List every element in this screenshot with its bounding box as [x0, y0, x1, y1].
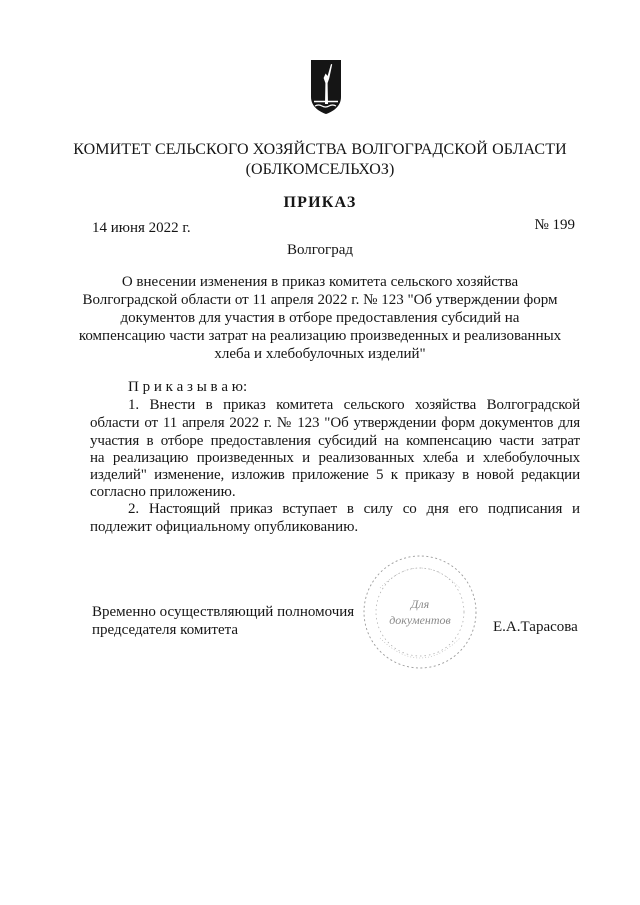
organization-name: КОМИТЕТ СЕЛЬСКОГО ХОЗЯЙСТВА ВОЛГОГРАДСКОЙ ОБЛАСТИ: [73, 141, 567, 158]
subject-line: Волгоградской области от 11 апреля 2022 г. № 123 "Об утверждении форм: [82, 292, 558, 308]
subject-line: О внесении изменения в приказ комитета сельского хозяйства: [121, 274, 519, 290]
body-line: 2. Настоящий приказ вступает в силу со дня его подписания и: [128, 501, 580, 517]
body-line: согласно приложению.: [90, 484, 236, 500]
body-line: на реализацию произведенных и реализованных хлеба и хлебобулочных: [90, 450, 580, 466]
document-date: 14 июня 2022 г.: [92, 220, 191, 236]
signatory-name: Е.А.Тарасова: [493, 619, 578, 635]
signatory-position-line: председателя комитета: [92, 622, 239, 638]
signatory-position-line: Временно осуществляющий полномочия: [92, 604, 355, 620]
document-type: ПРИКАЗ: [283, 194, 357, 211]
subject-line: документов для участия в отборе предоставления субсидий на: [120, 310, 520, 326]
volgograd-coat-of-arms-icon: [310, 59, 342, 115]
subject-line: хлеба и хлебобулочных изделий": [214, 346, 426, 362]
body-line: подлежит официальному опубликованию.: [90, 519, 359, 535]
document-number: № 199: [534, 217, 575, 233]
directive-word: П р и к а з ы в а ю:: [128, 379, 248, 395]
subject-line: компенсацию части затрат на реализацию произведенных и реализованных: [78, 328, 562, 344]
body-line: области от 11 апреля 2022 г. № 123 "Об утверждении форм документов для: [90, 415, 580, 431]
body-line: 1. Внести в приказ комитета сельского хозяйства Волгоградской: [128, 397, 580, 413]
stamp-text-line: документов: [389, 613, 451, 627]
body-line: изделий" изменение, изложив приложение 5 к приказу в новой редакции: [90, 467, 580, 483]
stamp-seal-icon: [362, 554, 478, 670]
body-line: участия в отборе предоставления субсидий на компенсацию части затрат: [90, 433, 580, 449]
stamp-text-line: Для: [410, 597, 430, 611]
document-city: Волгоград: [286, 242, 353, 258]
organization-short-name: (ОБЛКОМСЕЛЬХОЗ): [245, 161, 395, 178]
